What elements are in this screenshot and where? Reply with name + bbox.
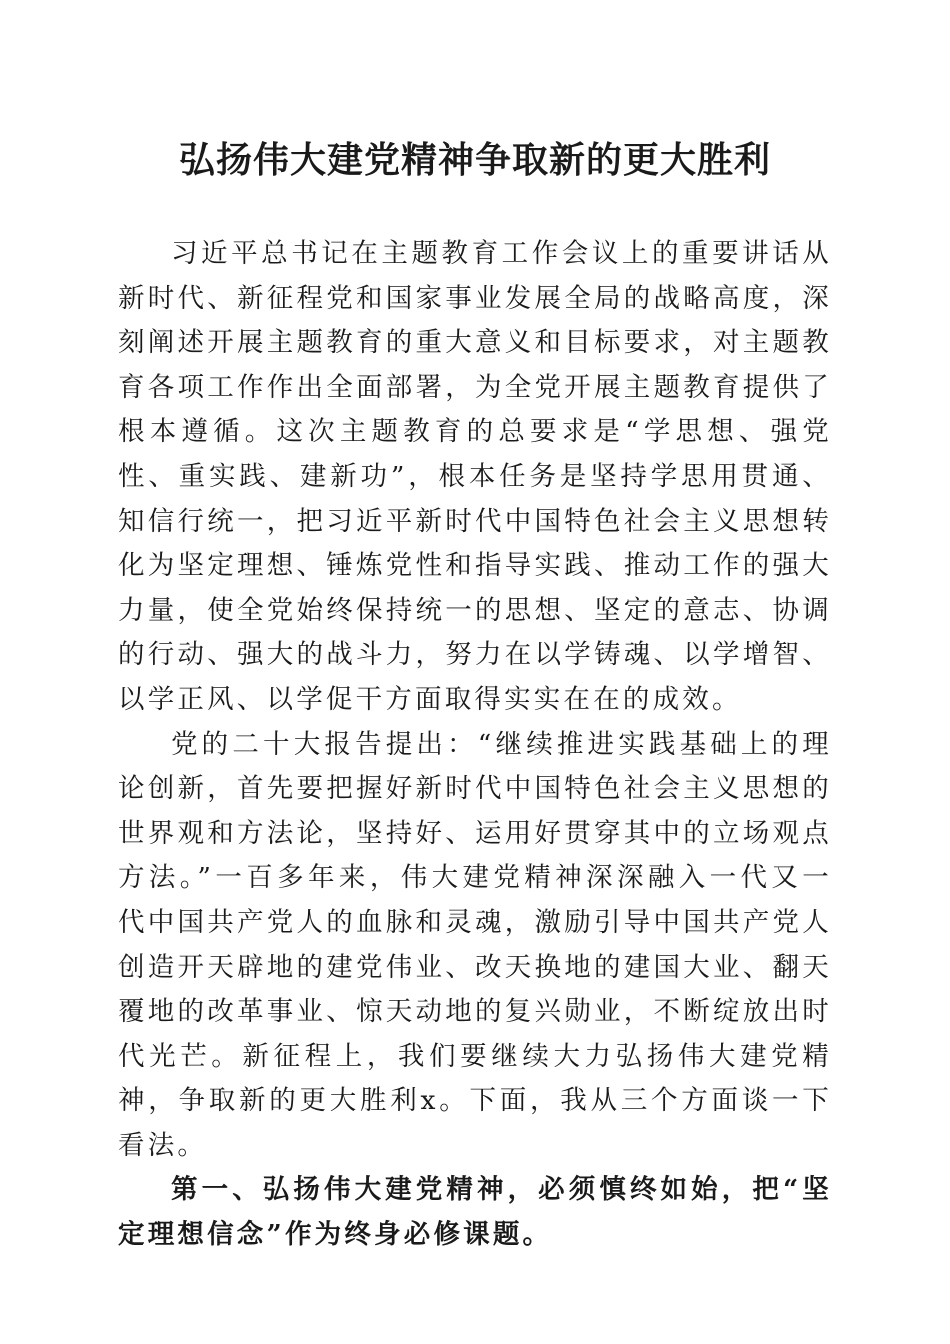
document-body (118, 232, 832, 1258)
section-heading: 第一、弘扬伟大建党精神，必须慎终如始，把“坚定理想信念”作为终身必修课题。 (118, 1174, 832, 1251)
document-title: 弘扬伟大建党精神争取新的更大胜利 (178, 139, 771, 181)
paragraph-report: 党的二十大报告提出：“继续推进实践基础上的理论创新，首先要把握好新时代中国特色社会主义思想的世界观和方法论，坚持好、运用好贯穿其中的立场观点方法。”一百多年来，伟大建党精神深深融入一代又一代中国共产党人的血脉和灵魂，激励引导中国共产党人创造开天辟地的建党伟业、改天换地的建国大业、翻天覆地的改革事业、惊天动地的复兴勋业，不断绽放出时代光芒。新征程上，我们要继续大力弘扬伟大建党精神，争取新的更大胜利x。下面，我从三个方面谈一下看法。 (118, 728, 832, 1161)
paragraph-intro: 习近平总书记在主题教育工作会议上的重要讲话从新时代、新征程党和国家事业发展全局的战略高度，深刻阐述开展主题教育的重大意义和目标要求，对主题教育各项工作作出全面部署，为全党开展主题教育提供了根本遵循。这次主题教育的总要求是“学思想、强党性、重实践、建新功”，根本任务是坚持学思用贯通、知信行统一，把习近平新时代中国特色社会主义思想转化为坚定理想、锤炼党性和指导实践、推动工作的强大力量，使全党始终保持统一的思想、坚定的意志、协调的行动、强大的战斗力，努力在以学铸魂、以学增智、以学正风、以学促干方面取得实实在在的成效。 (118, 238, 832, 715)
